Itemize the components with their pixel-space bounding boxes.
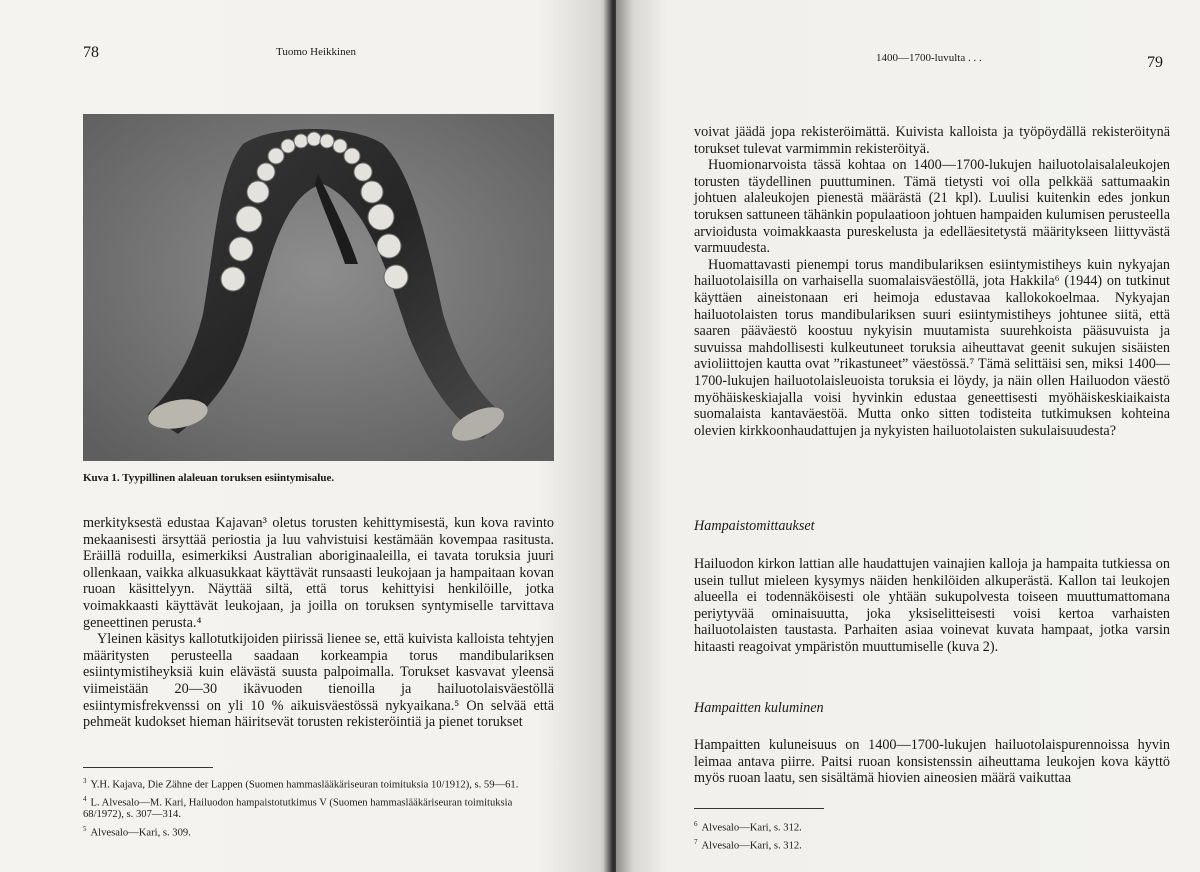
paragraph: Huomattavasti pienempi torus mandibulariksen esiintymistiheys kuin nykyajan hailuotolaisilla on varhaisella suomalaisväestöllä, jota Hakkila⁶ (1944) on tutkinut käyttäen aineistonaan eri heimoja edustavaa kallokokoelmaa. Nykyajan hailuotolaisten torus mandibulariksen suuri esiintymistiheys johtunee siitä, että saaren pääväestö koostuu nykyisin muutamista suurehkoista pääsuvuista ja suvuissa mahdollisesti kulkeutuneet toruksia aiheuttavat geenit sukujen sisäisten avioliittojen kautta ovat ”rikastuneet” väestössä.⁷ Tämä selittäisi sen, miksi 1400—1700-lukujen hailuotolaisleuoista toruksia ei löydy, ja näin ollen Hailuodon väestö myöhäiskeskiajalla voisi hyvinkin edustaa geneettisesti myöhäiskeskiaikaista suomalaista kantaväestöä. Mutta onko sitten todisteita tutkimuksen kohteina olevien kirkkoonhaudattujen ja nykyisten hailuotolaisten sukulaisuudesta? (694, 256, 1170, 439)
page-number: 78 (83, 44, 99, 61)
paragraph: Hailuodon kirkon lattian alle haudattujen vainajien kalloja ja hampaita tutkiessa on usein tullut mieleen kysymys näiden henkilöiden alkuperästä. Kallon tai leukojen alueella ei todennäköisesti ole yhtään sukupolvesta toiseen muuttumattomana periytyvää ominaisuutta, joka yksiselitteisesti voisi kertoa varhaisten hailuotolaisten taustasta. Parhaiten asiaa voinevat kuvata hampaat, jotka varsin hitaasti reagoivat ympäristön muuttumiselle (kuva 2). (694, 556, 1170, 655)
footnote: $^6$ Alvesalo—Kari, s. 312. (694, 820, 802, 834)
right-footnotes (694, 818, 1170, 853)
running-head: 1400—1700-luvulta . . . (876, 52, 982, 64)
section-heading: Hampaistomittaukset (694, 518, 815, 534)
paragraph: Yleinen käsitys kallotutkijoiden piirissä lienee se, että kuivista kalloista tehtyjen määritysten perusteella saadaan korkeampia torus mandibulariksen esiintymistiheyksiä kuin elävästä suusta palpoimalla. Torukset kasvavat yleensä viimeistään 20—30 ikävuoden tienoilla ja hailuotolaisväestöllä esiintymisfrekvenssi on yli 10 % aikuisväestössä nykyaikana.⁵ On selvää että pehmeät kudokset hieman häiritsevät torusten rekisteröintiä ja pienet torukset (83, 631, 554, 731)
mandible-photo (83, 114, 554, 461)
paragraph: Hampaitten kuluneisuus on 1400—1700-lukujen hailuotolaispurennoissa hyvin leimaa antava piirre. Paitsi ruoan konsistenssin aiheuttama leukojen kova käyttö myös ruoan laatu, sen sisältämä hiovien aineosien määrä vaikuttaa (694, 737, 1170, 787)
left-body-text (83, 515, 554, 731)
paragraph: voivat jäädä jopa rekisteröimättä. Kuivista kalloista ja työpöydällä rekisteröitynä torukset tulevat varmimmin rekisteröityä. (694, 124, 1170, 157)
paragraph: Huomionarvoista tässä kohtaa on 1400—1700-lukujen hailuotolaisalaleukojen torusten täydellinen puuttuminen. Tämä tietysti voi olla pelkkää sattumaakin johtuen alaleukojen pienestä määrästä (21 kpl). Luulisi kuitenkin edes jonkun toruksen sattuneen tähänkin populaatioon johtuen hampaiden kulumisen perusteella arvioidusta voimakkaasta pureskelusta ja edelläesitetystä määritykseen liittyvästä varmuudesta. (694, 157, 1170, 257)
running-head: Tuomo Heikkinen (276, 46, 356, 58)
figure-caption: Kuva 1. Tyypillinen alaleuan toruksen esiintymisalue. (83, 472, 335, 484)
footnote: $^3$ Y.H. Kajava, Die Zähne der Lappen (Suomen hammaslääkäriseuran toimituksia 10/1912), s. 59—61. (83, 777, 519, 791)
section-heading: Hampaitten kuluminen (694, 700, 824, 716)
right-body-text (694, 124, 1170, 439)
paragraph: merkityksestä edustaa Kajavan³ oletus torusten kehittymisestä, kun kova ravinto mekaanisesti ärsyttää periostia ja luu vahvistuisi kestämään kovempaa rasitusta. Eräillä roduilla, esimerkiksi Australian aboriginaaleilla, ei tavata toruksia juuri ollenkaan, vaikka alkuasukkaat käyttävät runsaasti leukojaan ja hampaitaan kovan ruoan käsittelyyn. Näyttää siltä, että torus kehittyisi henkilöille, jotka voimakkaasti käyttävät leukojaan, ja joilla on toruksen syntymiselle tarvittava geneettinen perusta.⁴ (83, 515, 554, 631)
footnote: $^5$ Alvesalo—Kari, s. 309. (83, 824, 191, 839)
left-footnotes (83, 775, 554, 840)
footnote: $^7$ Alvesalo—Kari, s. 312. (694, 837, 802, 852)
footnote-rule (83, 767, 213, 768)
footnote-rule (694, 808, 824, 809)
section-body (694, 737, 1170, 787)
footnote: $^4$ L. Alvesalo—M. Kari, Hailuodon hampaistotutkimus V (Suomen hammaslääkäriseuran toimituksia 68/1972), s. 307—314. (83, 794, 513, 821)
page-number: 79 (1147, 54, 1163, 71)
right-page (616, 0, 1200, 872)
section-body (694, 556, 1170, 656)
